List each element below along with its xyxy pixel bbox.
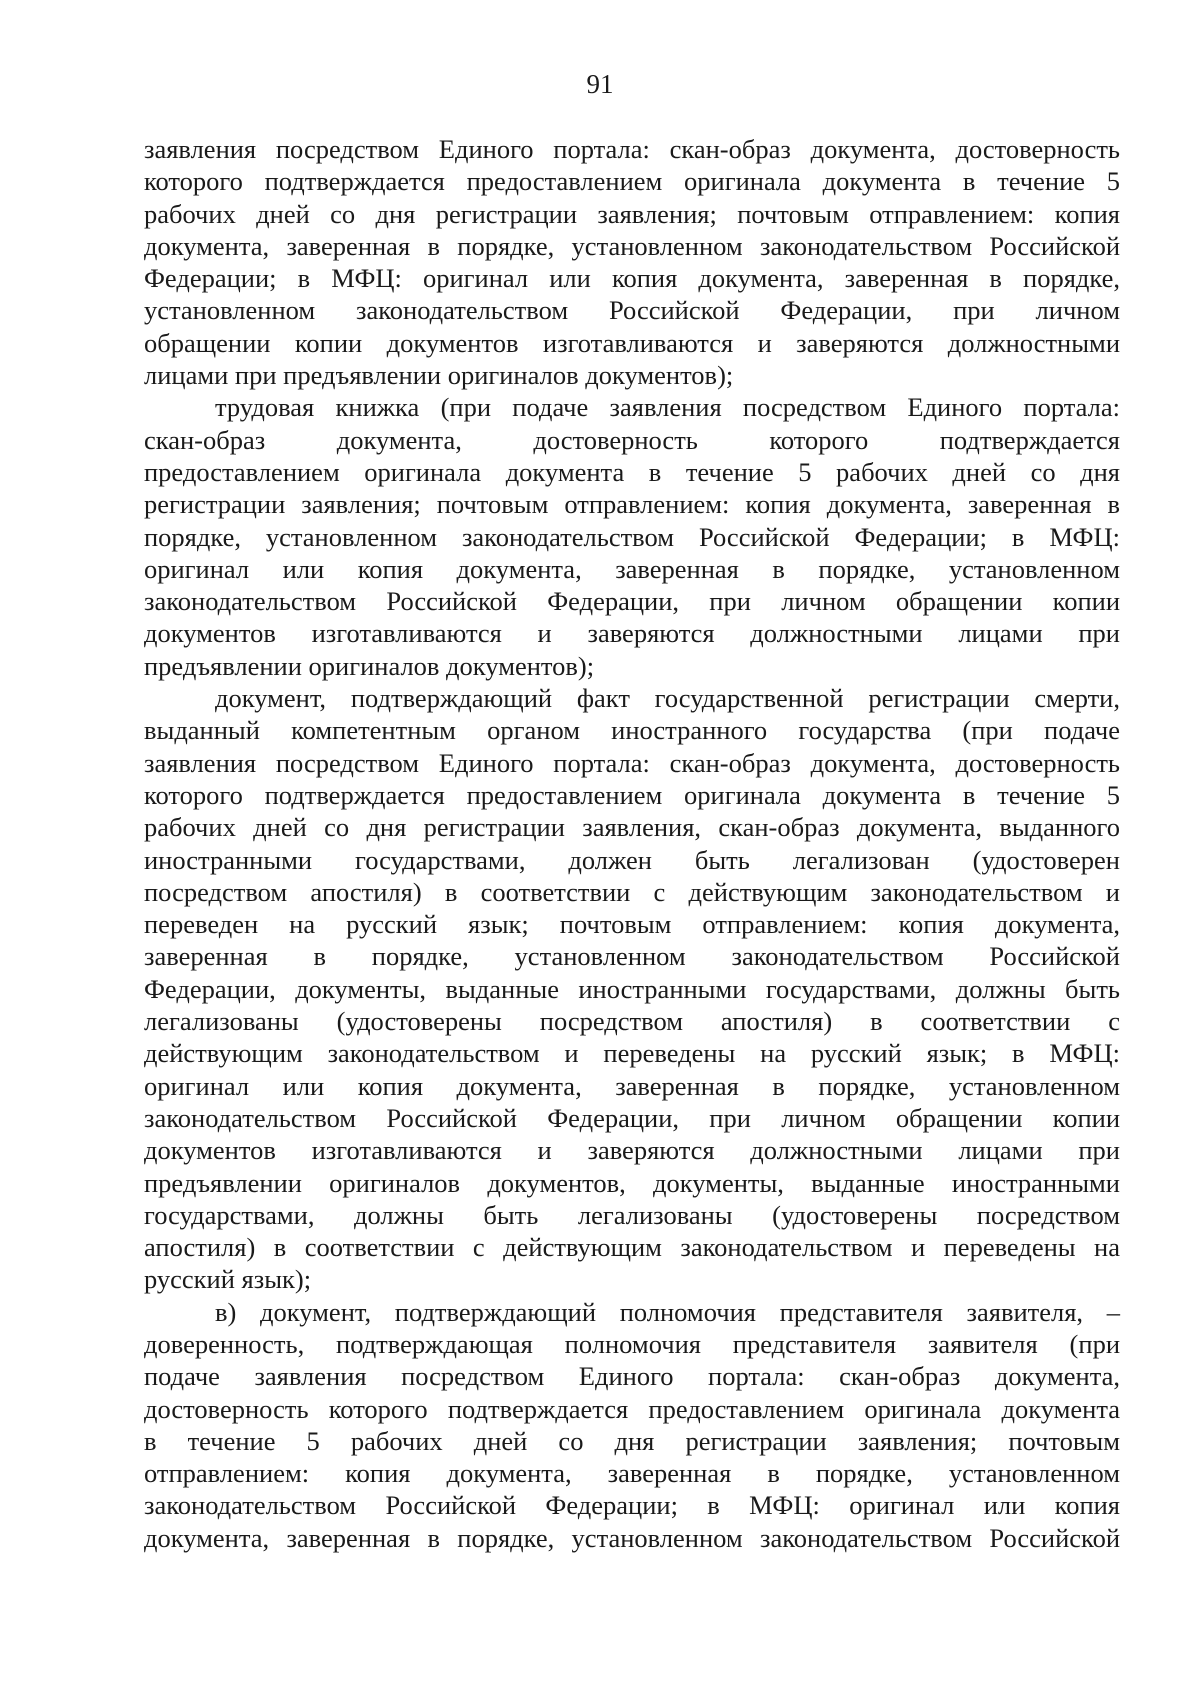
paragraph xyxy=(144,133,1120,391)
paragraph xyxy=(144,1296,1120,1554)
text-line: доверенность, подтверждающая полномочия представителя заявителя (при xyxy=(144,1328,1120,1359)
text-line: действующим законодательством и переведены на русский язык; в МФЦ: xyxy=(144,1038,1120,1069)
text-line: регистрации заявления; почтовым отправлением: копия документа, заверенная в xyxy=(144,489,1120,520)
paragraph xyxy=(144,391,1120,682)
text-line: заявления посредством Единого портала: скан-образ документа, достоверность xyxy=(144,134,1120,164)
text-line: скан-образ документа, достоверность которого подтверждается xyxy=(144,424,1120,455)
text-line: легализованы (удостоверены посредством апостиля) в соответствии с xyxy=(144,1006,1120,1037)
text-line: законодательством Российской Федерации; в МФЦ: оригинал или копия xyxy=(144,1490,1120,1521)
text-line: законодательством Российской Федерации, при личном обращении копии xyxy=(144,586,1120,617)
text-line: апостиля) в соответствии с действующим законодательством и переведены на xyxy=(144,1232,1120,1263)
text-line: заверенная в порядке, установленном законодательством Российской xyxy=(144,941,1120,972)
text-line: обращении копии документов изготавливаются и заверяются должностными xyxy=(144,327,1120,358)
text-line: лицами при предъявлении оригиналов документов); xyxy=(144,360,734,391)
text-line: предоставлением оригинала документа в течение 5 рабочих дней со дня xyxy=(144,456,1120,487)
text-line: которого подтверждается предоставлением оригинала документа в течение 5 xyxy=(144,166,1120,197)
document-body xyxy=(144,133,1120,1554)
text-line: документов изготавливаются и заверяются должностными лицами при xyxy=(144,1135,1120,1166)
page-number: 91 xyxy=(586,69,614,99)
text-line: рабочих дней со дня регистрации заявления, скан-образ документа, выданного xyxy=(144,812,1120,843)
text-line: в) документ, подтверждающий полномочия представителя заявителя, – xyxy=(215,1296,1120,1327)
text-line: в течение 5 рабочих дней со дня регистрации заявления; почтовым xyxy=(144,1425,1120,1456)
text-line: предъявлении оригиналов документов); xyxy=(144,650,595,681)
text-line: подаче заявления посредством Единого портала: скан-образ документа, xyxy=(144,1361,1120,1392)
text-line: переведен на русский язык; почтовым отправлением: копия документа, xyxy=(144,909,1120,940)
paragraph xyxy=(144,682,1120,1296)
text-line: посредством апостиля) в соответствии с действующим законодательством и xyxy=(144,876,1120,907)
text-line: рабочих дней со дня регистрации заявления; почтовым отправлением: копия xyxy=(144,198,1120,229)
text-line: установленном законодательством Российской Федерации, при личном xyxy=(144,295,1120,326)
text-line: документа, заверенная в порядке, установленном законодательством Российской xyxy=(144,1522,1120,1553)
text-line: заявления посредством Единого портала: скан-образ документа, достоверность xyxy=(144,747,1120,778)
text-line: выданный компетентным органом иностранного государства (при подаче xyxy=(144,715,1120,746)
text-line: оригинал или копия документа, заверенная в порядке, установленном xyxy=(144,1070,1120,1101)
text-line: русский язык); xyxy=(144,1264,312,1295)
text-line: документов изготавливаются и заверяются должностными лицами при xyxy=(144,618,1120,649)
text-line: Федерации, документы, выданные иностранными государствами, должны быть xyxy=(144,973,1120,1004)
text-line: трудовая книжка (при подаче заявления посредством Единого портала: xyxy=(215,392,1120,423)
text-line: документ, подтверждающий факт государственной регистрации смерти, xyxy=(215,683,1120,714)
text-line: отправлением: копия документа, заверенная в порядке, установленном xyxy=(144,1458,1120,1489)
text-line: законодательством Российской Федерации, при личном обращении копии xyxy=(144,1102,1120,1133)
text-line: предъявлении оригиналов документов, документы, выданные иностранными xyxy=(144,1167,1120,1198)
text-line: достоверность которого подтверждается предоставлением оригинала документа xyxy=(144,1393,1120,1424)
text-line: иностранными государствами, должен быть легализован (удостоверен xyxy=(144,844,1120,875)
text-line: которого подтверждается предоставлением оригинала документа в течение 5 xyxy=(144,779,1120,810)
text-line: государствами, должны быть легализованы (удостоверены посредством xyxy=(144,1199,1120,1230)
text-line: документа, заверенная в порядке, установленном законодательством Российской xyxy=(144,230,1120,261)
text-line: оригинал или копия документа, заверенная в порядке, установленном xyxy=(144,553,1120,584)
text-line: порядке, установленном законодательством Российской Федерации; в МФЦ: xyxy=(144,521,1120,552)
text-line: Федерации; в МФЦ: оригинал или копия документа, заверенная в порядке, xyxy=(144,263,1120,294)
